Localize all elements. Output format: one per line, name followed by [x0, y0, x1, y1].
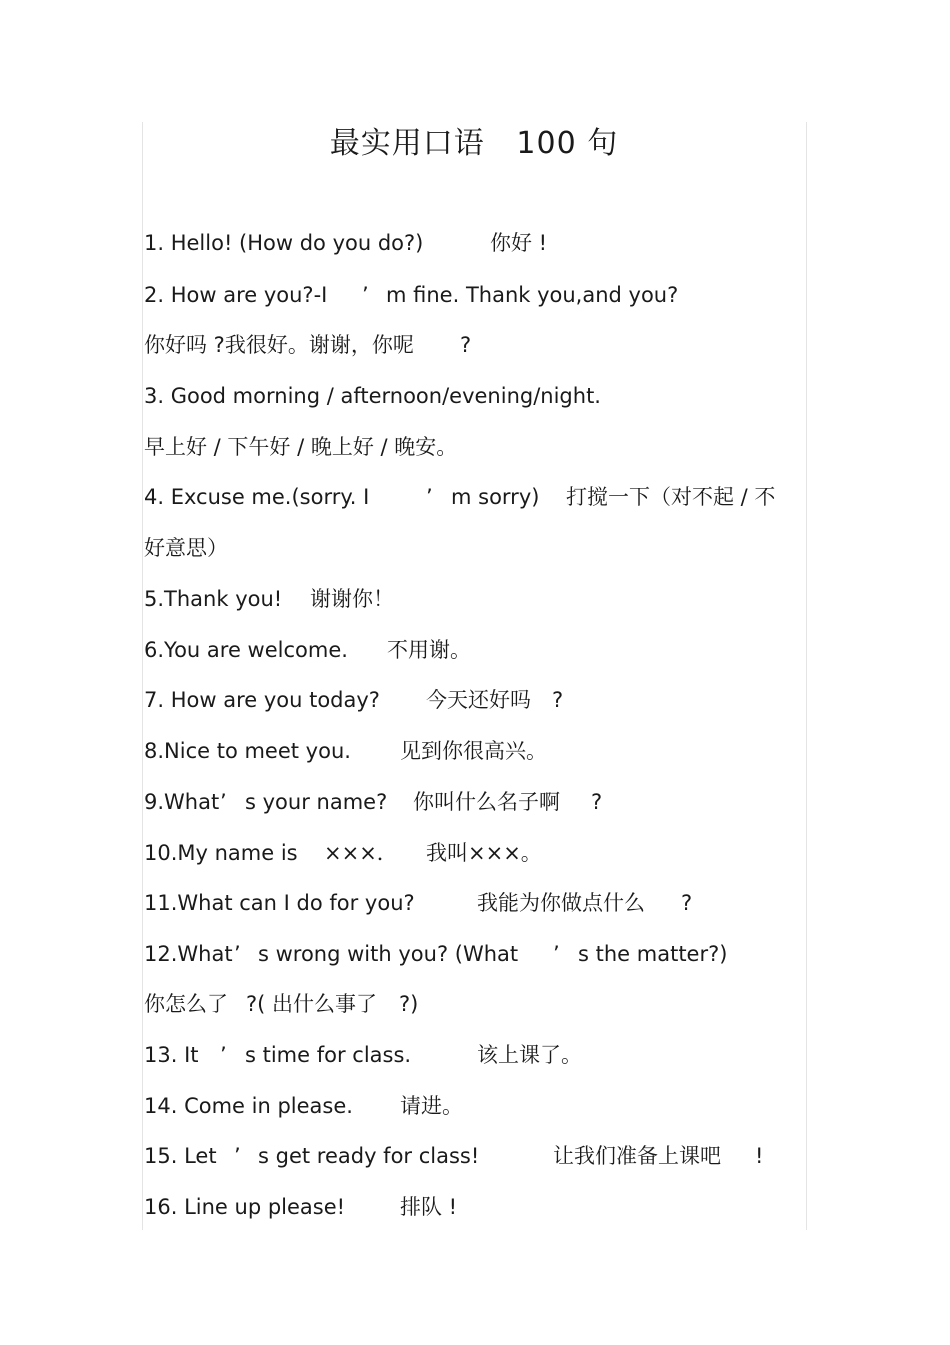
phrase-english: 1. Hello! (How do you do?)	[144, 231, 424, 255]
phrase-english: 15. Let	[144, 1144, 217, 1168]
phrase-english-cont: m fine. Thank you,and you?	[386, 283, 679, 307]
phrase-chinese: 你叫什么名子啊	[413, 790, 560, 814]
phrase-english-cont: s the matter?)	[578, 942, 728, 966]
phrase-english: 14. Come in please.	[144, 1094, 353, 1118]
apostrophe-glyph: ’	[220, 1043, 227, 1067]
phrase-chinese: 排队 !	[400, 1195, 458, 1219]
phrase-chinese-cont: ?( 出什么事了	[246, 992, 378, 1016]
apostrophe-glyph: ’	[220, 790, 227, 814]
phrase-chinese: 你好 !	[490, 231, 548, 255]
phrase-english: 5.Thank you!	[144, 587, 283, 611]
phrase-symbols: ×××．	[324, 841, 398, 865]
document-title: 最实用口语 100 句	[329, 126, 619, 161]
phrase-english: 3. Good morning / afternoon/evening/night.	[144, 384, 601, 408]
phrase-chinese: 我能为你做点什么	[477, 891, 645, 915]
phrase-english-cont: s time for class.	[245, 1043, 412, 1067]
apostrophe-glyph: ’	[234, 1144, 241, 1168]
apostrophe-glyph: ’	[553, 942, 560, 966]
apostrophe-glyph: ’	[234, 942, 241, 966]
phrase-english-cont: s your name?	[245, 790, 388, 814]
phrase-chinese: 早上好 / 下午好 / 晚上好 / 晚安。	[144, 435, 458, 459]
left-margin-rule	[142, 122, 143, 1230]
phrase-chinese: 今天还好吗	[426, 688, 531, 712]
phrase-english-cont: s get ready for class!	[258, 1144, 480, 1168]
apostrophe-glyph: ’	[362, 283, 369, 307]
right-margin-rule	[806, 122, 807, 1230]
phrase-chinese: 该上课了。	[477, 1043, 582, 1067]
apostrophe-glyph: ’	[426, 485, 433, 509]
phrase-english-cont: s wrong with you? (What	[258, 942, 519, 966]
phrase-english: 16. Line up please!	[144, 1195, 346, 1219]
phrase-punctuation: ?	[681, 891, 693, 915]
phrase-english-cont: m sorry)	[451, 485, 540, 509]
phrase-english: 6.You are welcome.	[144, 638, 348, 662]
phrase-english: 8.Nice to meet you.	[144, 739, 351, 763]
phrase-chinese: 我叫×××。	[426, 841, 542, 865]
phrase-english: 2. How are you?-I	[144, 283, 328, 307]
phrase-punctuation: ?	[460, 333, 472, 357]
phrase-english: 9.What	[144, 790, 220, 814]
phrase-punctuation: !	[755, 1144, 764, 1168]
phrase-english: 11.What can I do for you?	[144, 891, 415, 915]
phrase-chinese: 不用谢。	[387, 638, 471, 662]
phrase-english: 12.What	[144, 942, 233, 966]
phrase-chinese: 好意思）	[144, 536, 228, 560]
phrase-punctuation: ?	[591, 790, 603, 814]
phrase-chinese: 请进。	[400, 1094, 463, 1118]
phrase-chinese: 谢谢你！	[310, 587, 394, 611]
phrase-punctuation: ?	[552, 688, 564, 712]
phrase-english: 13. It	[144, 1043, 199, 1067]
phrase-english: 7. How are you today?	[144, 688, 380, 712]
phrase-chinese: 打搅一下（对不起 / 不	[566, 485, 776, 509]
phrase-chinese: 让我们准备上课吧	[553, 1144, 721, 1168]
phrase-chinese: 你好吗 ?我很好。谢谢，你呢	[144, 333, 414, 357]
phrase-english: 4. Excuse me.(sorry. I	[144, 485, 370, 509]
phrase-chinese: 见到你很高兴。	[400, 739, 547, 763]
phrase-chinese: 你怎么了	[144, 992, 228, 1016]
phrase-english: 10.My name is	[144, 841, 298, 865]
phrase-punctuation: ?)	[399, 992, 419, 1016]
